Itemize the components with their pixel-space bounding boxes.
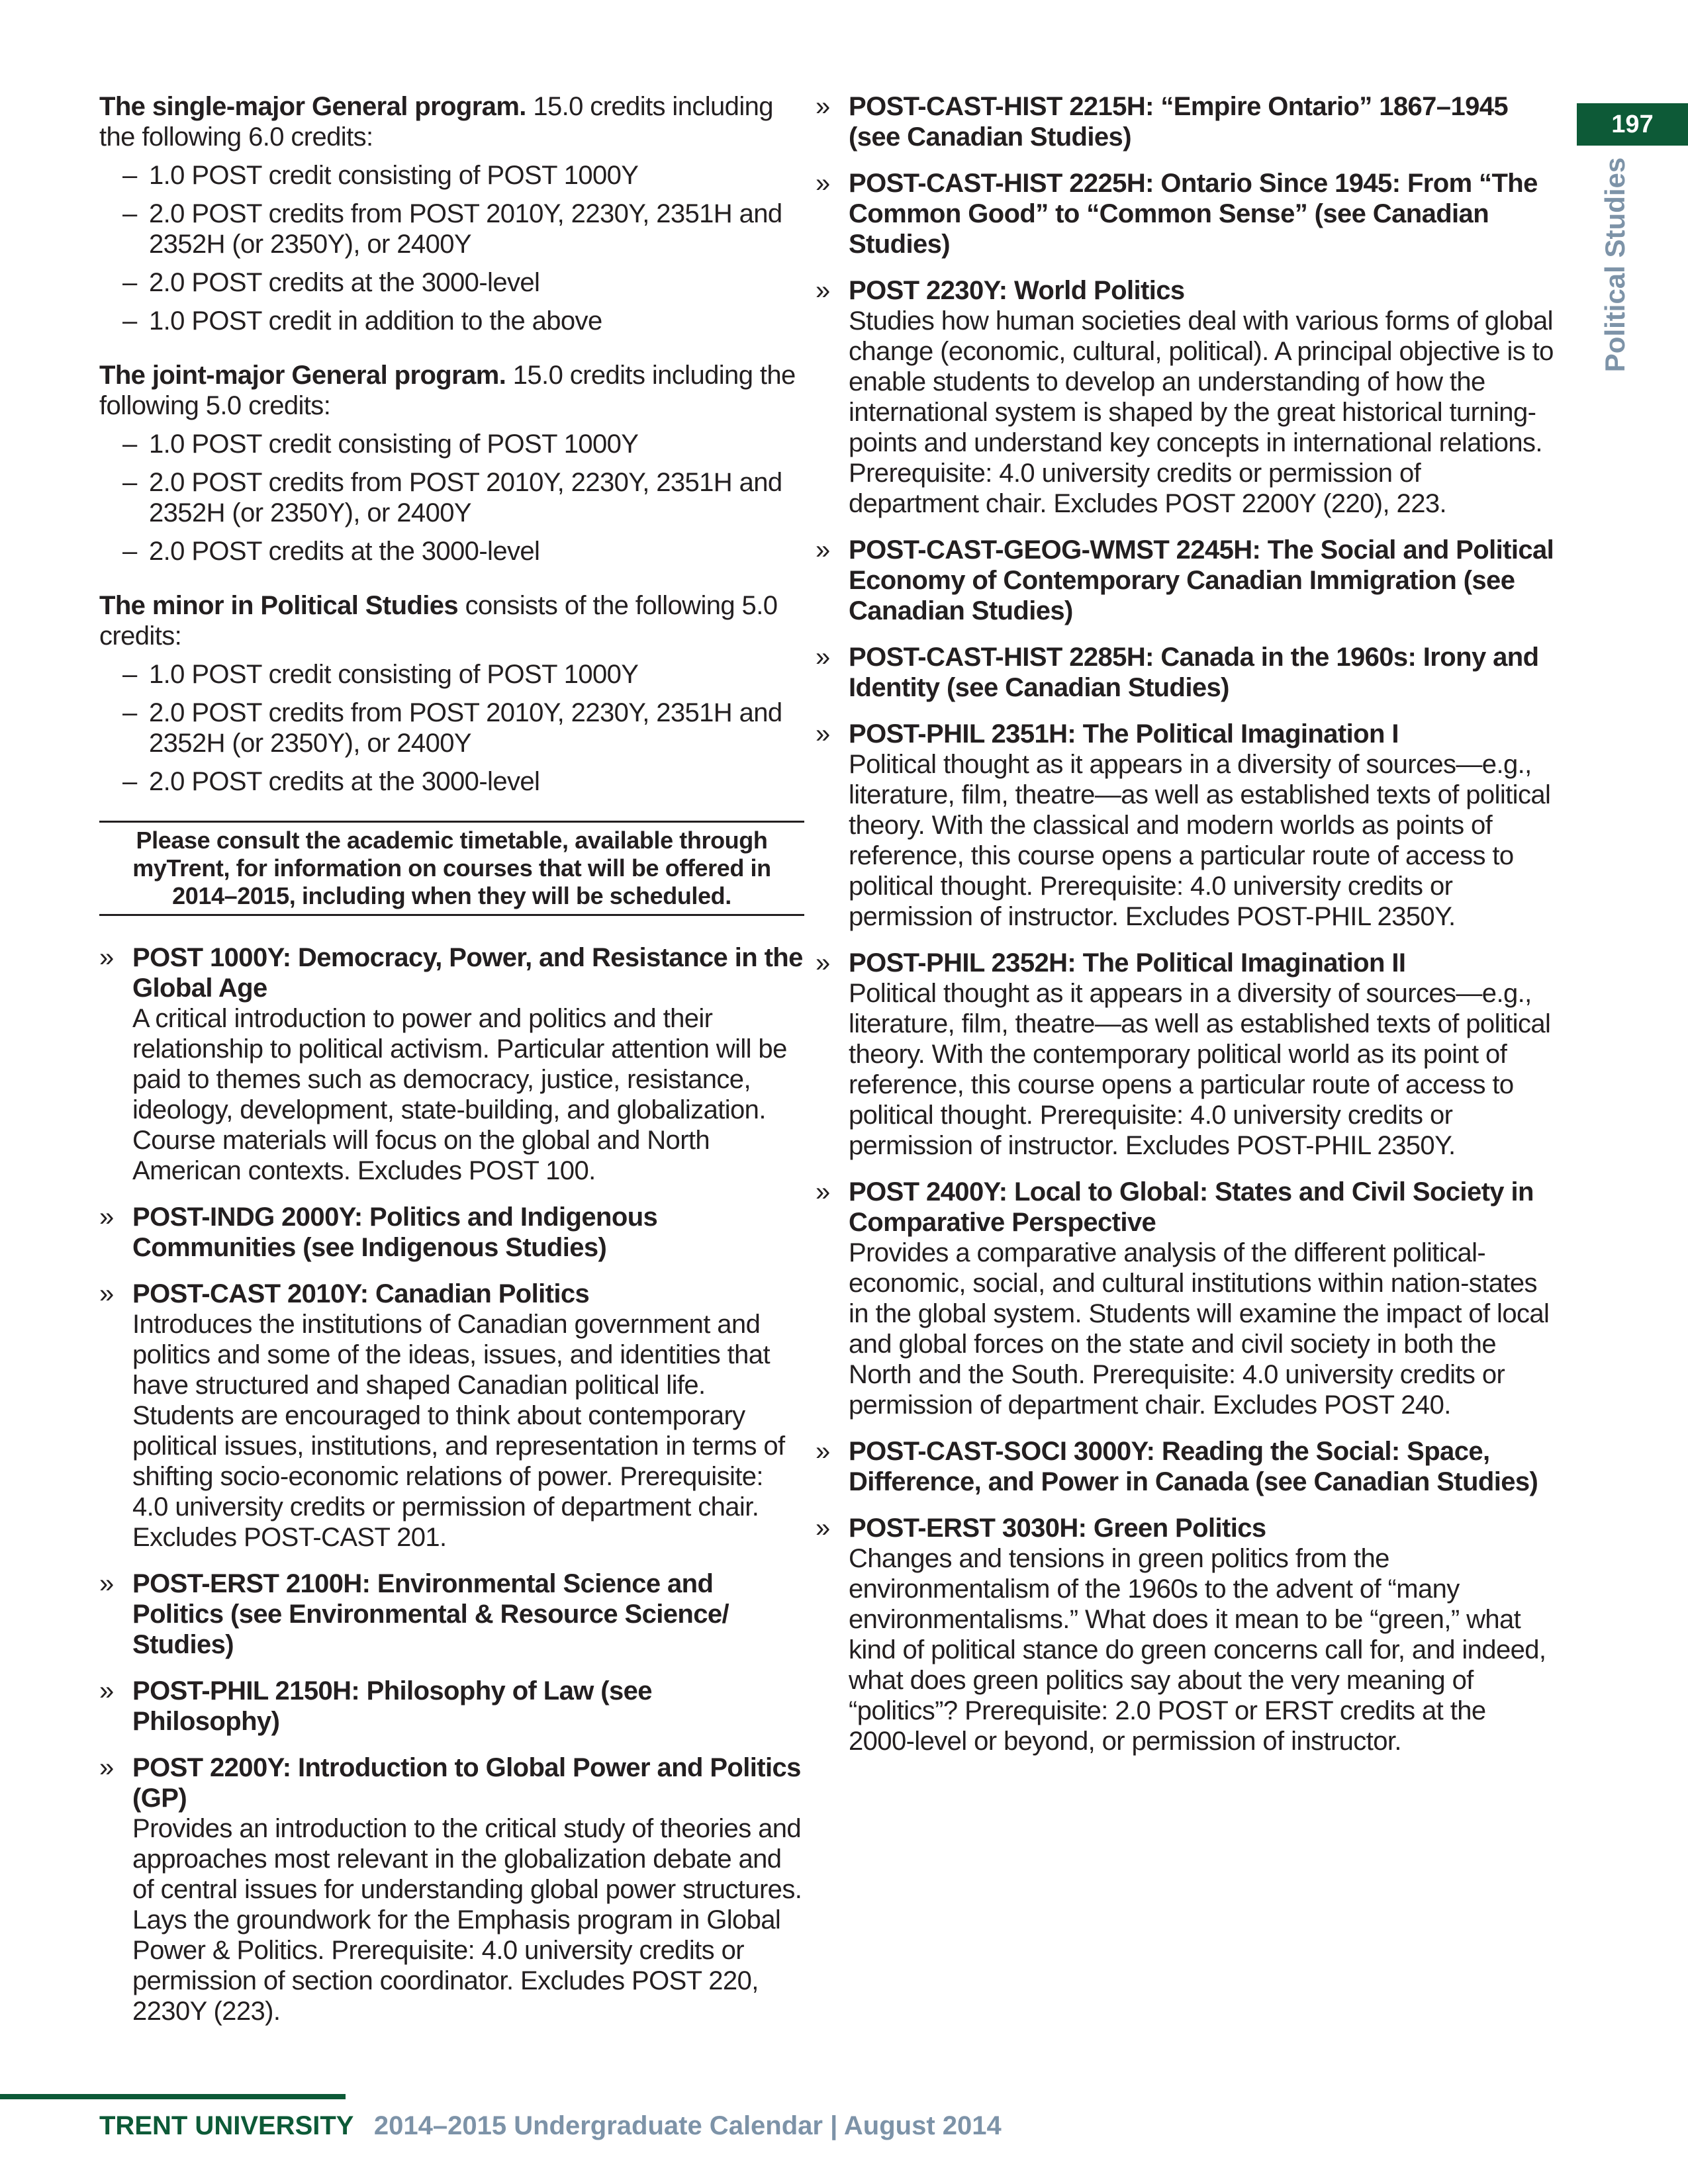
timetable-notice: Please consult the academic timetable, available through myTrent, for information on courses that will be offered in 2014–2015, including when they will be scheduled.	[99, 821, 804, 916]
page-footer	[99, 2111, 1002, 2141]
course-title: POST-PHIL 2352H: The Political Imagination II	[849, 948, 1406, 978]
course-entry	[99, 1752, 804, 2026]
requirement-text: 1.0 POST credit consisting of POST 1000Y	[149, 161, 639, 190]
list-item	[99, 267, 804, 298]
course-entry	[816, 719, 1557, 932]
course-entry	[99, 1676, 804, 1737]
footer-rule	[0, 2094, 346, 2099]
requirement-text: 2.0 POST credits from POST 2010Y, 2230Y, 2351H and 2352H (or 2350Y), or 2400Y	[149, 698, 782, 758]
section-side-label: Political Studies	[1599, 157, 1630, 373]
course-title: POST 2230Y: World Politics	[849, 276, 1185, 305]
right-column	[816, 91, 1557, 1772]
course-entry	[816, 1513, 1557, 1756]
course-description: A critical introduction to power and politics and their relationship to political activism. Particular attention will be paid to themes such as democracy, justice, resistance, ideology, development, state-building, and globalization. Course materials will focus on the global and North American contexts. Excludes POST 100.	[132, 1004, 787, 1185]
requirement-list	[99, 659, 804, 797]
course-description: Changes and tensions in green politics from the environmentalism of the 1960s to the advent of “many environmentalisms.” What does it mean to be “green,” what kind of political stance do green concerns call for, and indeed, what does green politics say about the very meaning of “politics”? Prerequisite: 2.0 POST or ERST credits at the 2000-level or beyond, or permission of instructor.	[849, 1544, 1546, 1756]
chevron-bullet-icon: »	[99, 1279, 114, 1308]
list-item	[99, 659, 804, 690]
dash-bullet: –	[122, 468, 137, 497]
list-item	[99, 199, 804, 259]
course-entry	[816, 642, 1557, 703]
course-entry	[99, 942, 804, 1186]
course-description: Political thought as it appears in a diversity of sources—e.g., literature, film, theatre—as well as established texts of political theory. With the classical and modern worlds as points of reference, this course opens a particular route of access to political thought. Prerequisite: 4.0 university credits or permission of instructor. Excludes POST-PHIL 2350Y.	[849, 750, 1551, 931]
course-description: Provides a comparative analysis of the different political-economic, social, and cultural institutions within nation-states in the global system. Students will examine the impact of local and global forces on the state and civil society in both the North and the South. Prerequisite: 4.0 university credits or permission of department chair. Excludes POST 240.	[849, 1238, 1550, 1420]
requirement-text: 2.0 POST credits at the 3000-level	[149, 537, 540, 566]
requirement-text: 2.0 POST credits at the 3000-level	[149, 268, 540, 297]
list-item	[99, 766, 804, 797]
course-entry	[816, 168, 1557, 259]
course-entry	[816, 91, 1557, 152]
requirement-text: 1.0 POST credit consisting of POST 1000Y	[149, 660, 639, 689]
program-title: The minor in Political Studies	[99, 591, 459, 620]
course-entry	[816, 275, 1557, 519]
list-item	[99, 429, 804, 459]
course-title: POST 2400Y: Local to Global: States and Civil Society in Comparative Perspective	[849, 1177, 1534, 1237]
chevron-bullet-icon: »	[816, 169, 830, 198]
course-title: POST-CAST 2010Y: Canadian Politics	[132, 1279, 590, 1308]
list-item	[99, 698, 804, 758]
course-description: Political thought as it appears in a diversity of sources—e.g., literature, film, theatre—as well as established texts of political theory. With the contemporary political world as its point of reference, this course opens a particular route of access to political thought. Prerequisite: 4.0 university credits or permission of instructor. Excludes POST-PHIL 2350Y.	[849, 979, 1551, 1160]
requirement-text: 2.0 POST credits at the 3000-level	[149, 767, 540, 796]
chevron-bullet-icon: »	[816, 276, 830, 305]
course-entry	[99, 1279, 804, 1553]
course-title: POST-CAST-GEOG-WMST 2245H: The Social and Political Economy of Contemporary Canadian Immigration (see Canadian Studies)	[849, 535, 1554, 625]
requirement-list	[99, 429, 804, 567]
program-single-major	[99, 91, 804, 152]
chevron-bullet-icon: »	[816, 948, 830, 978]
course-title: POST-INDG 2000Y: Politics and Indigenous Communities (see Indigenous Studies)	[132, 1203, 658, 1262]
page-number: 197	[1611, 110, 1654, 138]
dash-bullet: –	[122, 660, 137, 689]
dash-bullet: –	[122, 767, 137, 796]
program-minor	[99, 590, 804, 651]
dash-bullet: –	[122, 430, 137, 459]
chevron-bullet-icon: »	[99, 1569, 114, 1598]
program-title: The joint-major General program.	[99, 361, 506, 390]
course-description: Provides an introduction to the critical study of theories and approaches most relevant in the globalization debate and of central issues for understanding global power structures. Lays the groundwork for the Emphasis program in Global Power & Politics. Prerequisite: 4.0 university credits or permission of section coordinator. Excludes POST 220, 2230Y (223).	[132, 1814, 802, 2026]
chevron-bullet-icon: »	[816, 1514, 830, 1543]
requirement-text: 2.0 POST credits from POST 2010Y, 2230Y, 2351H and 2352H (or 2350Y), or 2400Y	[149, 468, 782, 527]
dash-bullet: –	[122, 537, 137, 566]
program-text: 15.0 credits including the following 6.0 credits:	[99, 92, 773, 152]
chevron-bullet-icon: »	[99, 943, 114, 972]
chevron-bullet-icon: »	[816, 1437, 830, 1466]
requirement-list	[99, 160, 804, 336]
chevron-bullet-icon: »	[99, 1676, 114, 1706]
chevron-bullet-icon: »	[816, 1177, 830, 1206]
course-entry	[816, 1177, 1557, 1420]
requirement-text: 1.0 POST credit in addition to the above	[149, 306, 602, 336]
left-column	[99, 91, 804, 2042]
dash-bullet: –	[122, 268, 137, 297]
course-title: POST-PHIL 2150H: Philosophy of Law (see Philosophy)	[132, 1676, 652, 1736]
chevron-bullet-icon: »	[99, 1203, 114, 1232]
page-number-tab	[1577, 103, 1688, 146]
course-entry	[816, 948, 1557, 1161]
program-title: The single-major General program.	[99, 92, 526, 121]
course-title: POST-CAST-SOCI 3000Y: Reading the Social: Space, Difference, and Power in Canada (see Canadian Studies)	[849, 1437, 1538, 1496]
requirement-text: 2.0 POST credits from POST 2010Y, 2230Y, 2351H and 2352H (or 2350Y), or 2400Y	[149, 199, 782, 259]
chevron-bullet-icon: »	[816, 535, 830, 565]
footer-calendar: 2014–2015 Undergraduate Calendar | August 2014	[373, 2111, 1002, 2140]
program-joint-major	[99, 360, 804, 421]
course-entry	[99, 1202, 804, 1263]
chevron-bullet-icon: »	[816, 643, 830, 672]
course-entry	[99, 1569, 804, 1660]
footer-university: TRENT UNIVERSITY	[99, 2111, 353, 2140]
course-title: POST-CAST-HIST 2285H: Canada in the 1960s: Irony and Identity (see Canadian Studies)	[849, 643, 1539, 702]
course-title: POST-CAST-HIST 2225H: Ontario Since 1945: From “The Common Good” to “Common Sense” (see Canadian Studies)	[849, 169, 1538, 259]
dash-bullet: –	[122, 199, 137, 228]
course-title: POST-ERST 3030H: Green Politics	[849, 1514, 1266, 1543]
course-description: Studies how human societies deal with various forms of global change (economic, cultural, political). A principal objective is to enable students to develop an understanding of how the international system is shaped by the great historical turning-points and understand key concepts in international relations. Prerequisite: 4.0 university credits or permission of department chair. Excludes POST 2200Y (220), 223.	[849, 306, 1554, 518]
course-title: POST-PHIL 2351H: The Political Imagination I	[849, 719, 1399, 749]
dash-bullet: –	[122, 698, 137, 727]
list-item	[99, 467, 804, 528]
course-title: POST 1000Y: Democracy, Power, and Resistance in the Global Age	[132, 943, 803, 1003]
course-entry	[816, 535, 1557, 626]
dash-bullet: –	[122, 306, 137, 336]
program-text: 15.0 credits including the following 5.0 credits:	[99, 361, 796, 420]
dash-bullet: –	[122, 161, 137, 190]
course-title: POST-CAST-HIST 2215H: “Empire Ontario” 1867–1945 (see Canadian Studies)	[849, 92, 1509, 152]
list-item	[99, 536, 804, 567]
requirement-text: 1.0 POST credit consisting of POST 1000Y	[149, 430, 639, 459]
chevron-bullet-icon: »	[816, 719, 830, 749]
course-title: POST 2200Y: Introduction to Global Power and Politics (GP)	[132, 1753, 801, 1813]
course-entry	[816, 1436, 1557, 1497]
chevron-bullet-icon: »	[816, 92, 830, 121]
list-item	[99, 306, 804, 336]
list-item	[99, 160, 804, 191]
course-description: Introduces the institutions of Canadian government and politics and some of the ideas, issues, and identities that have structured and shaped Canadian political life. Students are encouraged to think about contemporary political issues, institutions, and representation in terms of shifting socio-economic relations of power. Prerequisite: 4.0 university credits or permission of department chair. Excludes POST-CAST 201.	[132, 1310, 785, 1552]
program-text: consists of the following 5.0 credits:	[99, 591, 778, 651]
course-title: POST-ERST 2100H: Environmental Science and Politics (see Environmental & Resource Science/ Studies)	[132, 1569, 729, 1659]
chevron-bullet-icon: »	[99, 1753, 114, 1782]
